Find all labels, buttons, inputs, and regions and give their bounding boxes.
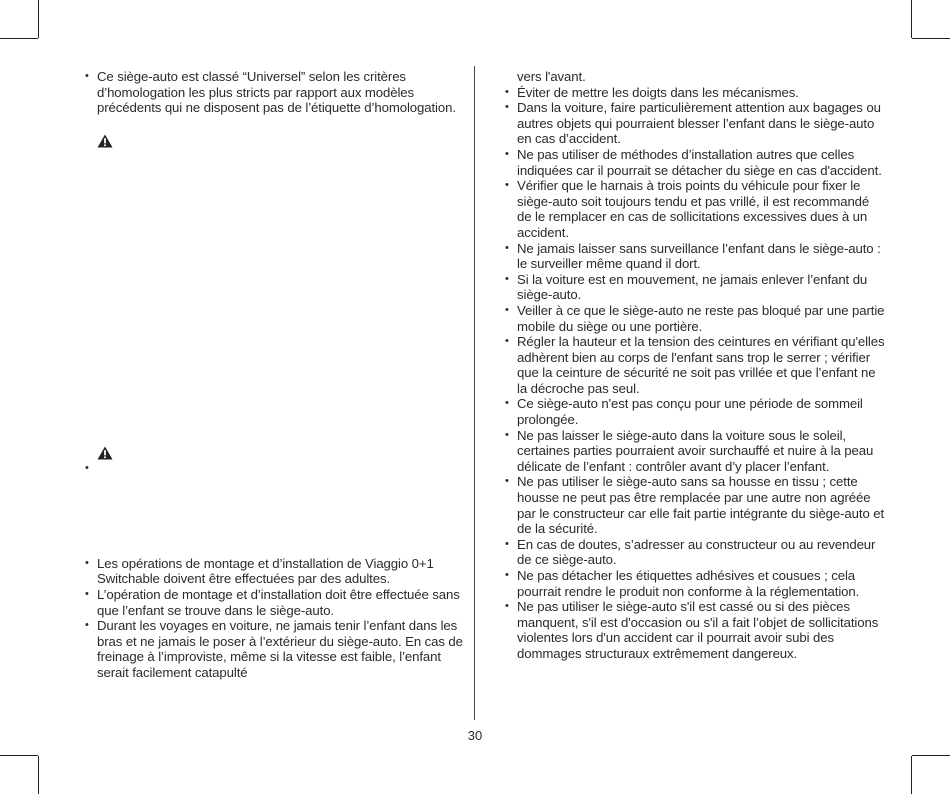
- list-item: • Éviter de mettre les doigts dans les mécanismes.: [503, 85, 887, 101]
- crop-mark-top-right-v: [911, 0, 912, 38]
- empty-bullet-list: [83, 464, 468, 479]
- list-item: • Ce siège-auto n'est pas conçu pour une période de sommeil prolongée.: [503, 396, 887, 427]
- crop-mark-top-left-v: [38, 0, 39, 38]
- list-item: • En cas de doutes, s’adresser au constructeur ou au revendeur de ce siège-auto.: [503, 537, 887, 568]
- list-item: • Durant les voyages en voiture, ne jamais tenir l’enfant dans les bras et ne jamais le poser à l’extérieur du siège-auto. En cas de freinage à l’improviste, même si la vitesse est faible, l’enfant serait facilement catapulté: [83, 618, 468, 680]
- list-item: • Ne jamais laisser sans surveillance l’enfant dans le siège-auto : le surveiller même quand il dort.: [503, 241, 887, 272]
- page-number: 30: [467, 728, 483, 743]
- crop-mark-bottom-right-h: [912, 755, 950, 756]
- crop-mark-bottom-right-v: [911, 756, 912, 794]
- list-item: • Ce siège-auto est classé “Universel” selon les critères d’homologation les plus stricts par rapport aux modèles précédents qui ne disposent pas de l’étiquette d’homologation.: [83, 69, 468, 116]
- continuation-text: vers l'avant.: [517, 69, 586, 84]
- safety-list-right: [503, 85, 887, 662]
- list-item: • Ne pas utiliser de méthodes d’installation autres que celles indiquées car il pourrait se détacher du siège en cas d'accident.: [503, 147, 887, 178]
- crop-mark-top-left-h: [0, 38, 38, 39]
- warning-triangle-icon: [97, 446, 113, 460]
- crop-mark-bottom-left-v: [38, 756, 39, 794]
- intro-list: [83, 69, 468, 116]
- list-item: • Veiller à ce que le siège-auto ne reste pas bloqué par une partie mobile du siège ou une portière.: [503, 303, 887, 334]
- left-column: [83, 69, 468, 681]
- safety-list-left: [83, 556, 468, 681]
- list-item-empty: [83, 464, 468, 479]
- list-item: • Régler la hauteur et la tension des ceintures en vérifiant qu'elles adhèrent bien au corps de l'enfant sans trop le serrer ; vérifier que la ceinture de sécurité ne soit pas vrillée et que l’enfant ne la décroche pas seul.: [503, 334, 887, 396]
- crop-mark-bottom-left-h: [0, 755, 38, 756]
- list-item: • Ne pas laisser le siège-auto dans la voiture sous le soleil, certaines parties pourraient avoir surchauffé et nuire à la peau délicate de l’enfant : contrôler avant d’y placer l’enfant.: [503, 428, 887, 475]
- list-item: • Les opérations de montage et d’installation de Viaggio 0+1 Switchable doivent être effectuées par des adultes.: [83, 556, 468, 587]
- list-item: • Vérifier que le harnais à trois points du véhicule pour fixer le siège-auto soit toujours tendu et pas vrillé, il est recommandé de le remplacer en cas de sollicitations excessives dues à un accident.: [503, 178, 887, 240]
- crop-mark-top-right-h: [912, 38, 950, 39]
- column-divider: [474, 66, 475, 720]
- list-item: • L’opération de montage et d’installation doit être effectuée sans que l’enfant se trouve dans le siège-auto.: [83, 587, 468, 618]
- list-item: • Ne pas utiliser le siège-auto s'il est cassé ou si des pièces manquent, s'il est d'occasion ou s'il a fait l’objet de sollicitations violentes lors d'un accident car il pourrait avoir subi des dommages structuraux extrêmement dangereux.: [503, 599, 887, 661]
- list-item: • Dans la voiture, faire particulièrement attention aux bagages ou autres objets qui pourraient blesser l’enfant dans le siège-auto en cas d’accident.: [503, 100, 887, 147]
- list-item: • Si la voiture est en mouvement, ne jamais enlever l’enfant du siège-auto.: [503, 272, 887, 303]
- list-item: • Ne pas utiliser le siège-auto sans sa housse en tissu ; cette housse ne peut pas être remplacée par une autre non agréée par le constructeur car elle fait partie intégrante du siège-auto et de la sécurité.: [503, 474, 887, 536]
- warning-triangle-icon: [97, 134, 113, 148]
- right-column: [503, 69, 887, 662]
- list-item: • Ne pas détacher les étiquettes adhésives et cousues ; cela pourrait rendre le produit non conforme à la réglementation.: [503, 568, 887, 599]
